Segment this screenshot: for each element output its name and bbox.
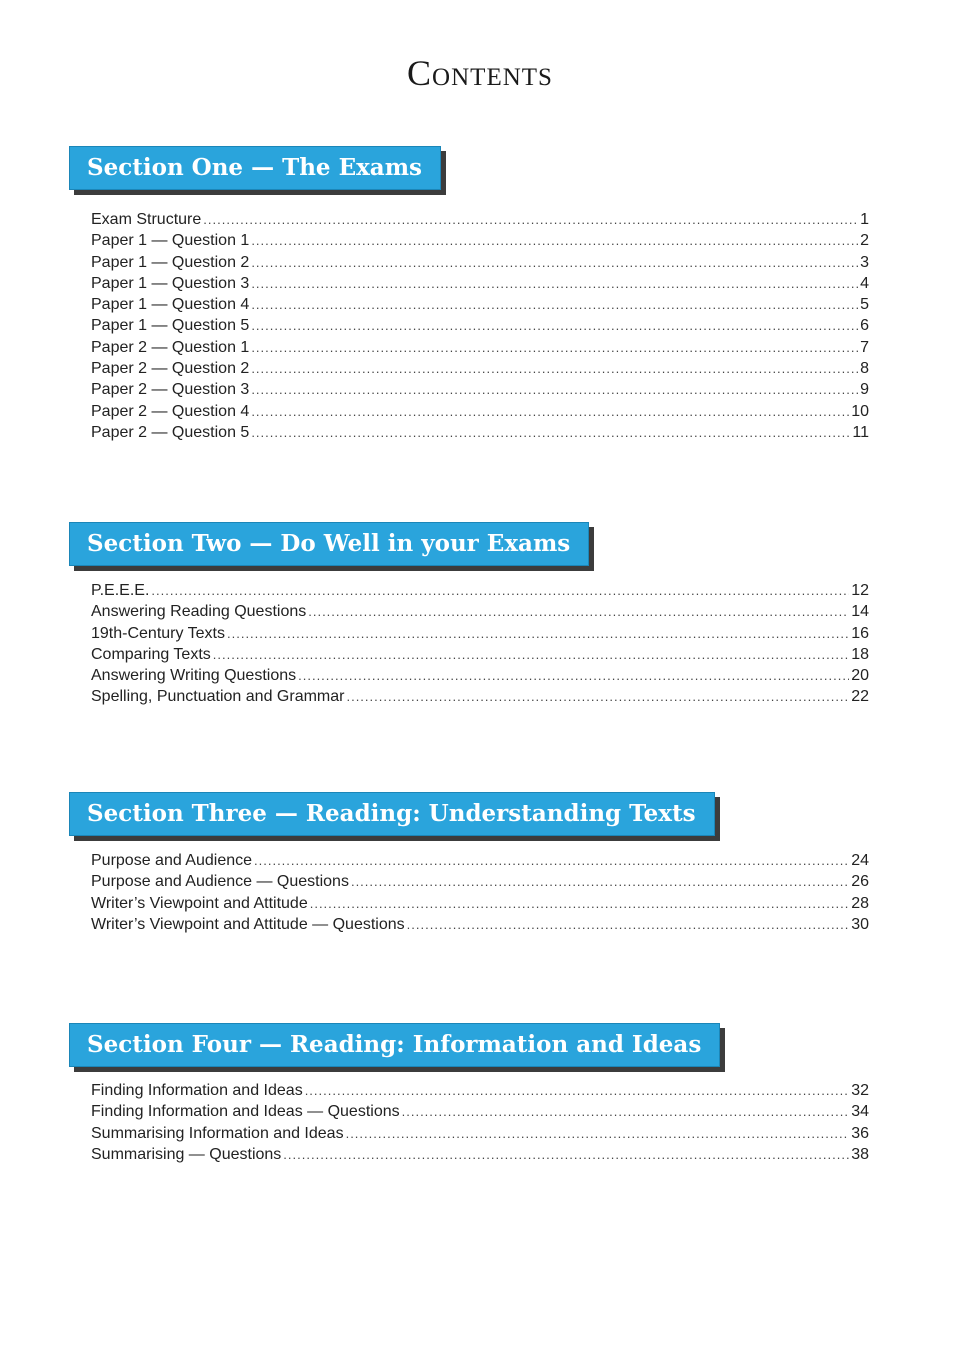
toc-entry-page: 24 xyxy=(851,852,869,869)
dot-leader xyxy=(407,917,850,932)
dot-leader xyxy=(251,233,858,248)
toc-entry-label: Paper 1 — Question 3 xyxy=(91,274,250,292)
toc-entry[interactable] xyxy=(91,1082,869,1103)
dot-leader xyxy=(251,318,858,333)
toc-entry[interactable] xyxy=(91,603,869,624)
toc-entry-label: Paper 1 — Question 2 xyxy=(91,253,250,271)
toc-entry-label: Answering Writing Questions xyxy=(91,667,297,685)
dot-leader xyxy=(254,853,849,868)
dot-leader xyxy=(308,604,849,619)
toc-entry-label: Spelling, Punctuation and Grammar xyxy=(91,688,345,706)
toc-entry-page: 14 xyxy=(851,603,869,621)
toc-entry-page: 20 xyxy=(851,667,869,685)
toc-entry-label: Paper 1 — Question 5 xyxy=(91,317,250,335)
toc-entry-page: 8 xyxy=(860,360,869,378)
dot-leader xyxy=(251,382,858,397)
dot-leader xyxy=(351,874,849,889)
toc-entry-page: 11 xyxy=(852,423,869,441)
toc-entry-page: 7 xyxy=(860,338,869,356)
toc-entry-page: 36 xyxy=(851,1124,869,1142)
toc-entry-page: 18 xyxy=(851,645,869,663)
toc-entry-label: Purpose and Audience — Questions xyxy=(91,873,349,891)
dot-leader xyxy=(305,1083,850,1098)
dot-leader xyxy=(283,1147,849,1162)
toc-entry-label: Writer’s Viewpoint and Attitude — Questions xyxy=(91,915,405,933)
toc-entry-page: 28 xyxy=(851,894,869,912)
toc-entry[interactable] xyxy=(91,582,869,603)
toc-entry-page: 1 xyxy=(860,211,869,228)
toc-list xyxy=(91,852,869,937)
toc-entry-page: 30 xyxy=(851,915,869,933)
toc-entry-page: 12 xyxy=(851,582,869,599)
toc-entry-label: Paper 2 — Question 5 xyxy=(91,423,250,441)
toc-entry-page: 22 xyxy=(851,688,869,706)
toc-entry-page: 9 xyxy=(860,381,869,399)
toc-entry-label: Summarising Information and Ideas xyxy=(91,1124,344,1142)
toc-entry[interactable] xyxy=(91,1146,869,1167)
toc-entry[interactable] xyxy=(91,916,869,937)
toc-entry-label: Paper 2 — Question 1 xyxy=(91,338,250,356)
page-title: Contents xyxy=(407,53,553,93)
toc-entry[interactable] xyxy=(91,852,869,873)
toc-entry[interactable] xyxy=(91,296,869,317)
toc-entry-page: 2 xyxy=(860,232,869,250)
toc-entry[interactable] xyxy=(91,360,869,381)
section-header: Section Two — Do Well in your Exams xyxy=(69,522,589,566)
dot-leader xyxy=(203,212,858,227)
dot-leader xyxy=(346,689,849,704)
toc-entry-page: 16 xyxy=(851,624,869,642)
dot-leader xyxy=(251,297,858,312)
toc-entry[interactable] xyxy=(91,254,869,275)
toc-entry-page: 26 xyxy=(851,873,869,891)
toc-entry-label: Paper 2 — Question 4 xyxy=(91,402,250,420)
toc-entry-label: Finding Information and Ideas — Questions xyxy=(91,1103,400,1121)
section-four xyxy=(69,1023,869,1167)
toc-entry[interactable] xyxy=(91,232,869,253)
toc-entry-page: 34 xyxy=(851,1103,869,1121)
toc-entry[interactable] xyxy=(91,646,869,667)
toc-entry-label: 19th-Century Texts xyxy=(91,624,225,642)
toc-entry[interactable] xyxy=(91,667,869,688)
dot-leader xyxy=(251,340,858,355)
toc-entry-label: Finding Information and Ideas xyxy=(91,1082,303,1099)
toc-entry-label: Purpose and Audience xyxy=(91,852,253,869)
section-header: Section One — The Exams xyxy=(69,146,441,190)
section-header: Section Three — Reading: Understanding Texts xyxy=(69,792,715,836)
toc-entry[interactable] xyxy=(91,381,869,402)
toc-entry-page: 3 xyxy=(860,253,869,271)
toc-entry[interactable] xyxy=(91,275,869,296)
dot-leader xyxy=(251,361,858,376)
toc-entry[interactable] xyxy=(91,895,869,916)
toc-entry-label: Exam Structure xyxy=(91,211,202,228)
toc-entry-page: 38 xyxy=(851,1145,869,1163)
dot-leader xyxy=(310,896,849,911)
toc-entry-label: Comparing Texts xyxy=(91,645,211,663)
toc-entry-page: 6 xyxy=(860,317,869,335)
dot-leader xyxy=(402,1104,850,1119)
toc-list xyxy=(91,1082,869,1167)
toc-entry[interactable] xyxy=(91,403,869,424)
toc-list xyxy=(91,211,869,445)
toc-entry-label: Writer’s Viewpoint and Attitude xyxy=(91,894,308,912)
section-three xyxy=(69,792,869,937)
toc-list xyxy=(91,582,869,710)
toc-entry[interactable] xyxy=(91,339,869,360)
toc-entry[interactable] xyxy=(91,873,869,894)
dot-leader xyxy=(151,583,849,598)
dot-leader xyxy=(346,1126,850,1141)
dot-leader xyxy=(298,668,849,683)
toc-entry-label: Paper 1 — Question 1 xyxy=(91,232,250,250)
section-one xyxy=(69,146,869,445)
toc-entry[interactable] xyxy=(91,211,869,232)
dot-leader xyxy=(251,404,849,419)
toc-entry-page: 10 xyxy=(851,402,869,420)
toc-entry-label: P.E.E.E. xyxy=(91,582,150,599)
section-header: Section Four — Reading: Information and Ideas xyxy=(69,1023,720,1067)
toc-entry-page: 4 xyxy=(860,274,869,292)
toc-entry-label: Paper 2 — Question 3 xyxy=(91,381,250,399)
toc-entry-page: 32 xyxy=(851,1082,869,1099)
dot-leader xyxy=(251,276,858,291)
dot-leader xyxy=(227,626,849,641)
toc-entry-label: Answering Reading Questions xyxy=(91,603,307,621)
dot-leader xyxy=(251,255,858,270)
dot-leader xyxy=(251,425,850,440)
section-two xyxy=(69,522,869,710)
toc-entry-label: Paper 2 — Question 2 xyxy=(91,360,250,378)
dot-leader xyxy=(213,647,849,662)
toc-entry[interactable] xyxy=(91,1125,869,1146)
toc-entry-page: 5 xyxy=(860,296,869,314)
toc-entry-label: Summarising — Questions xyxy=(91,1145,282,1163)
toc-entry-label: Paper 1 — Question 4 xyxy=(91,296,250,314)
toc-entry[interactable] xyxy=(91,625,869,646)
toc-entry[interactable] xyxy=(91,688,869,709)
toc-entry[interactable] xyxy=(91,1103,869,1124)
toc-entry[interactable] xyxy=(91,317,869,338)
toc-entry[interactable] xyxy=(91,424,869,445)
